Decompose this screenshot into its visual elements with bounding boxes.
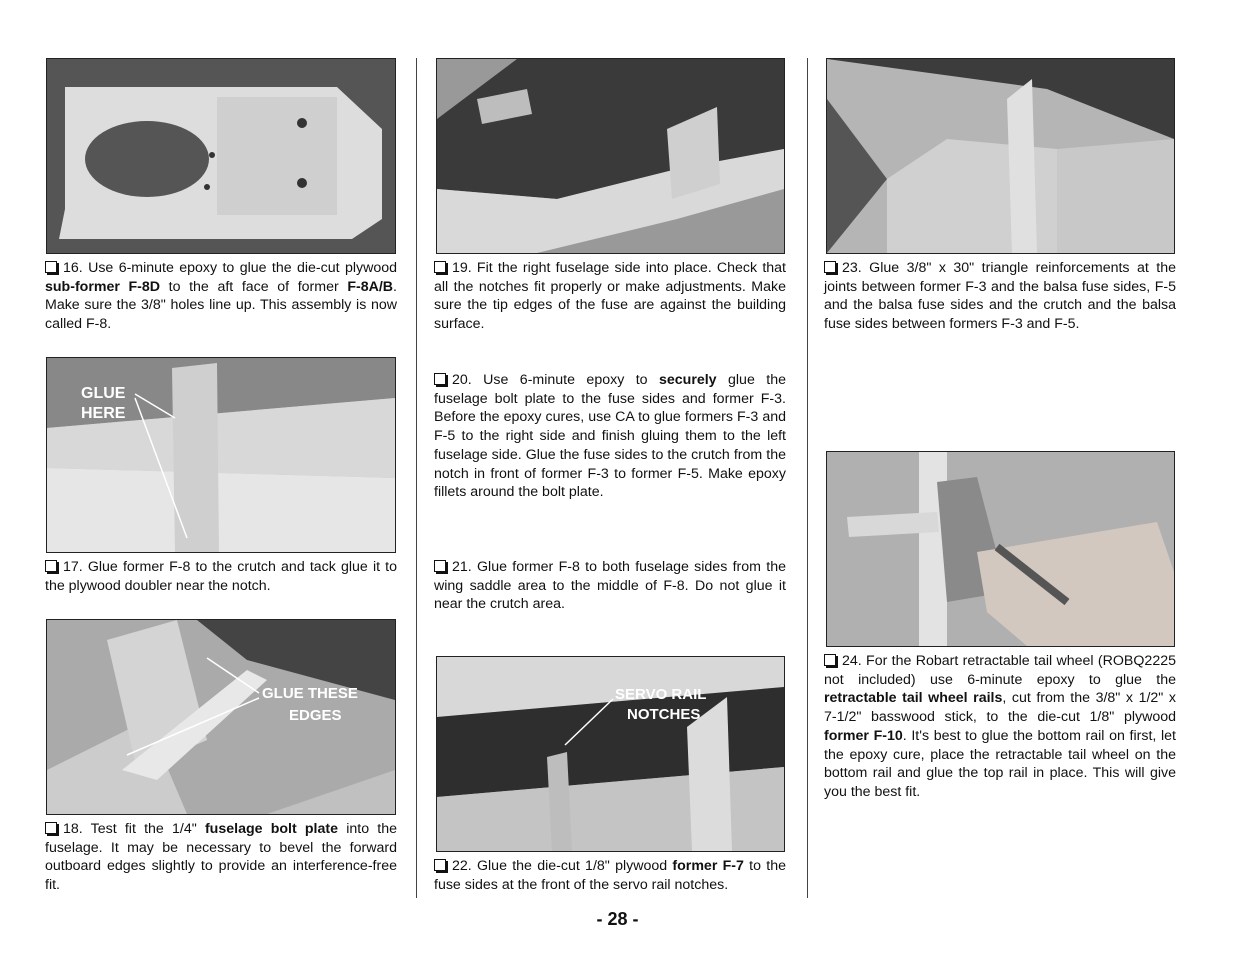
photo-step-17 — [46, 357, 396, 553]
step-17 — [45, 558, 397, 595]
step-text: 16. Use 6-minute epoxy to glue the die-cut plywood — [63, 260, 397, 276]
step-bold: fuselage bolt plate — [204, 821, 339, 837]
step-bold: retractable tail wheel rails — [824, 690, 1003, 707]
step-22 — [434, 857, 786, 894]
checkbox-icon[interactable] — [434, 859, 446, 871]
callout-glue: GLUE — [81, 385, 126, 402]
callout-edges: EDGES — [289, 707, 342, 724]
callout-servo-rail: SERVO RAIL — [615, 686, 707, 703]
photo-step-22 — [436, 656, 785, 852]
step-text: 19. Fit the right fuselage side into place. Check that all the notches fit properly or make adjustments. Make sure the tip edges of the fuse are against the building surface. — [434, 260, 786, 333]
column-divider-right — [807, 58, 808, 898]
checkbox-icon[interactable] — [824, 654, 836, 666]
step-bold: F-8A/B — [347, 278, 394, 295]
step-bold: sub-former F-8D — [45, 278, 161, 295]
step-text: , cut from the 3/8" x 1/2" x 7-1/2" basswood stick, to the die-cut 1/8" plywood — [824, 690, 1176, 726]
step-text: 17. Glue former F-8 to the crutch and tack glue it to the plywood doubler near the notch. — [45, 559, 397, 594]
step-24 — [824, 652, 1176, 802]
photo-step-24 — [826, 451, 1175, 647]
step-bold: former F-10 — [824, 727, 903, 744]
step-text: to the aft face of former — [160, 278, 348, 295]
step-19 — [434, 259, 786, 334]
callout-notches: NOTCHES — [627, 706, 701, 723]
photo-step-16 — [46, 58, 396, 254]
checkbox-icon[interactable] — [434, 560, 446, 572]
photo-step-19 — [436, 58, 785, 254]
step-text: into the fuselage. It may be necessary to bevel the forward outboard edges slightly to provide an interference-free fit. — [45, 821, 397, 894]
step-text: 20. Use 6-minute epoxy to — [452, 372, 659, 388]
step-23 — [824, 259, 1176, 334]
step-text: 23. Glue 3/8" x 30" triangle reinforcements at the joints between former F-3 and the balsa fuse sides, F-5 and the balsa fuse sides and the crutch and the balsa fuse sides between formers F-3 and F-5. — [824, 260, 1176, 333]
step-20 — [434, 371, 786, 502]
checkbox-icon[interactable] — [434, 373, 446, 385]
checkbox-icon[interactable] — [824, 261, 836, 273]
step-text: . Make sure the 3/8" holes line up. This assembly is now called F-8. — [45, 278, 397, 333]
step-16 — [45, 259, 397, 334]
page-number: - 28 - — [596, 909, 639, 929]
step-bold: former F-7 — [672, 858, 744, 874]
step-text: . It's best to glue the bottom rail on first, let the epoxy cure, place the retractable tail wheel on the bottom rail and glue the top rail in place. This will give you the best fit. — [824, 727, 1176, 800]
column-divider-left — [416, 58, 417, 898]
callout-glue-these: GLUE THESE — [262, 685, 358, 702]
step-text: 22. Glue the die-cut 1/8" plywood — [452, 858, 673, 874]
photo-step-18 — [46, 619, 396, 815]
callout-here: HERE — [81, 405, 126, 422]
photo-step-23 — [826, 58, 1175, 254]
step-bold: securely — [658, 372, 717, 388]
step-text: 18. Test fit the 1/4" — [63, 821, 205, 837]
checkbox-icon[interactable] — [45, 560, 57, 572]
step-text: 21. Glue former F-8 to both fuselage sides from the wing saddle area to the middle of F-8. Do not glue it near the crutch area. — [434, 559, 786, 613]
step-18 — [45, 820, 397, 895]
step-text: to the fuse sides at the front of the servo rail notches. — [434, 858, 786, 893]
step-text: glue the fuselage bolt plate to the fuse sides and former F-3. Before the epoxy cures, use CA to glue formers F-3 and F-5 to the right side and finish gluing them to the left fuselage side. Glue the fuse sides to the crutch from the notch in front of former F-3 to former F-5. Make epoxy fillets around the bolt plate. — [434, 372, 786, 501]
step-text: 24. For the Robart retractable tail wheel (ROBQ2225 not included) use 6-minute epoxy to glue the — [824, 653, 1176, 688]
checkbox-icon[interactable] — [434, 261, 446, 273]
step-21 — [434, 558, 786, 614]
checkbox-icon[interactable] — [45, 261, 57, 273]
checkbox-icon[interactable] — [45, 822, 57, 834]
